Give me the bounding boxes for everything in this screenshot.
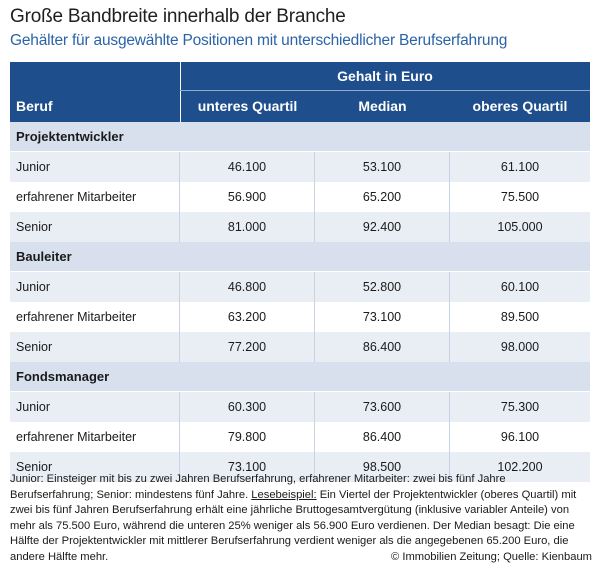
copyright-source: © Immobilien Zeitung; Quelle: Kienbaum <box>390 550 592 563</box>
cell-oberes-quartil: 89.500 <box>500 310 540 324</box>
table-row <box>10 392 590 422</box>
cell-median: 73.600 <box>315 392 450 422</box>
section-header: Projektentwickler <box>10 122 590 152</box>
table-row <box>10 302 590 332</box>
header-group-divider <box>180 90 590 91</box>
cell-unteres-quartil: 46.100 <box>180 152 315 182</box>
cell-unteres-quartil: 81.000 <box>180 212 315 242</box>
cell-unteres-quartil: 56.900 <box>180 182 315 212</box>
footnote-definitions: Junior: Einsteiger mit bis zu zwei Jahren Berufserfahrung, erfahrener Mitarbeiter: zwei bis fünf Jahre Berufserfahrung; Senior: mindestens fünf Jahre. <box>10 473 506 501</box>
footnote-lesebeispiel-label: Lesebeispiel: <box>251 488 317 501</box>
cell-median: 65.200 <box>315 182 450 212</box>
page-title: Große Bandbreite innerhalb der Branche <box>10 6 346 27</box>
cell-median: 98.500 <box>315 452 450 482</box>
footnote-example: Ein Viertel der Projektentwickler (oberes Quartil) mit zwei bis fünf Jahren Berufserfahrung erhält eine jährliche Bruttogesamtvergütung (inklusive variabler Anteile) von mehr als 75.500 Euro, während die unteren 25% weniger als 56.900 Euro verdienen. Der Median besagt: Die eine Hälfte der Projektentwickler mit mittlerer Berufserfahrung verdient weniger als die angegebenen 65.200 Euro, die andere Hälfte mehr. <box>10 488 577 563</box>
cell-oberes-quartil: 60.100 <box>500 280 540 294</box>
cell-oberes-quartil: 96.100 <box>500 430 540 444</box>
cell-oberes-quartil: 61.100 <box>500 160 540 174</box>
cell-oberes-quartil: 75.300 <box>500 400 540 414</box>
cell-unteres-quartil: 46.800 <box>180 272 315 302</box>
row-label: erfahrener Mitarbeiter <box>10 182 180 212</box>
cell-median: 86.400 <box>315 332 450 362</box>
cell-median: 52.800 <box>315 272 450 302</box>
table-row <box>10 182 590 212</box>
table-row <box>10 332 590 362</box>
table-row <box>10 272 590 302</box>
cell-oberes-quartil: 102.200 <box>497 460 543 474</box>
footnote <box>10 472 592 565</box>
salary-table <box>10 62 590 482</box>
row-label: Junior <box>10 392 180 422</box>
column-header-beruf: Beruf <box>16 98 53 114</box>
section-header: Fondsmanager <box>10 362 590 392</box>
column-header-median: Median <box>358 98 407 114</box>
cell-unteres-quartil: 79.800 <box>180 422 315 452</box>
cell-unteres-quartil: 60.300 <box>180 392 315 422</box>
table-row <box>10 422 590 452</box>
table-row <box>10 152 590 182</box>
row-label: Senior <box>10 212 180 242</box>
header-group-gehalt: Gehalt in Euro <box>337 68 433 84</box>
cell-median: 86.400 <box>315 422 450 452</box>
row-label: Junior <box>10 272 180 302</box>
section-header: Bauleiter <box>10 242 590 272</box>
cell-unteres-quartil: 77.200 <box>180 332 315 362</box>
cell-unteres-quartil: 73.100 <box>180 452 315 482</box>
cell-oberes-quartil: 98.000 <box>500 340 540 354</box>
table-row <box>10 212 590 242</box>
cell-median: 92.400 <box>315 212 450 242</box>
row-label: Junior <box>10 152 180 182</box>
cell-oberes-quartil: 75.500 <box>500 190 540 204</box>
page-subtitle: Gehälter für ausgewählte Positionen mit unterschiedlicher Berufserfahrung <box>10 32 508 49</box>
row-label: Senior <box>10 452 180 482</box>
column-header-unteres-quartil: unteres Quartil <box>197 98 298 114</box>
cell-median: 73.100 <box>315 302 450 332</box>
cell-oberes-quartil: 105.000 <box>497 220 543 234</box>
cell-unteres-quartil: 63.200 <box>180 302 315 332</box>
row-label: erfahrener Mitarbeiter <box>10 422 180 452</box>
row-label: erfahrener Mitarbeiter <box>10 302 180 332</box>
row-label: Senior <box>10 332 180 362</box>
column-header-oberes-quartil: oberes Quartil <box>472 98 568 114</box>
cell-median: 53.100 <box>315 152 450 182</box>
table-header <box>10 62 590 122</box>
